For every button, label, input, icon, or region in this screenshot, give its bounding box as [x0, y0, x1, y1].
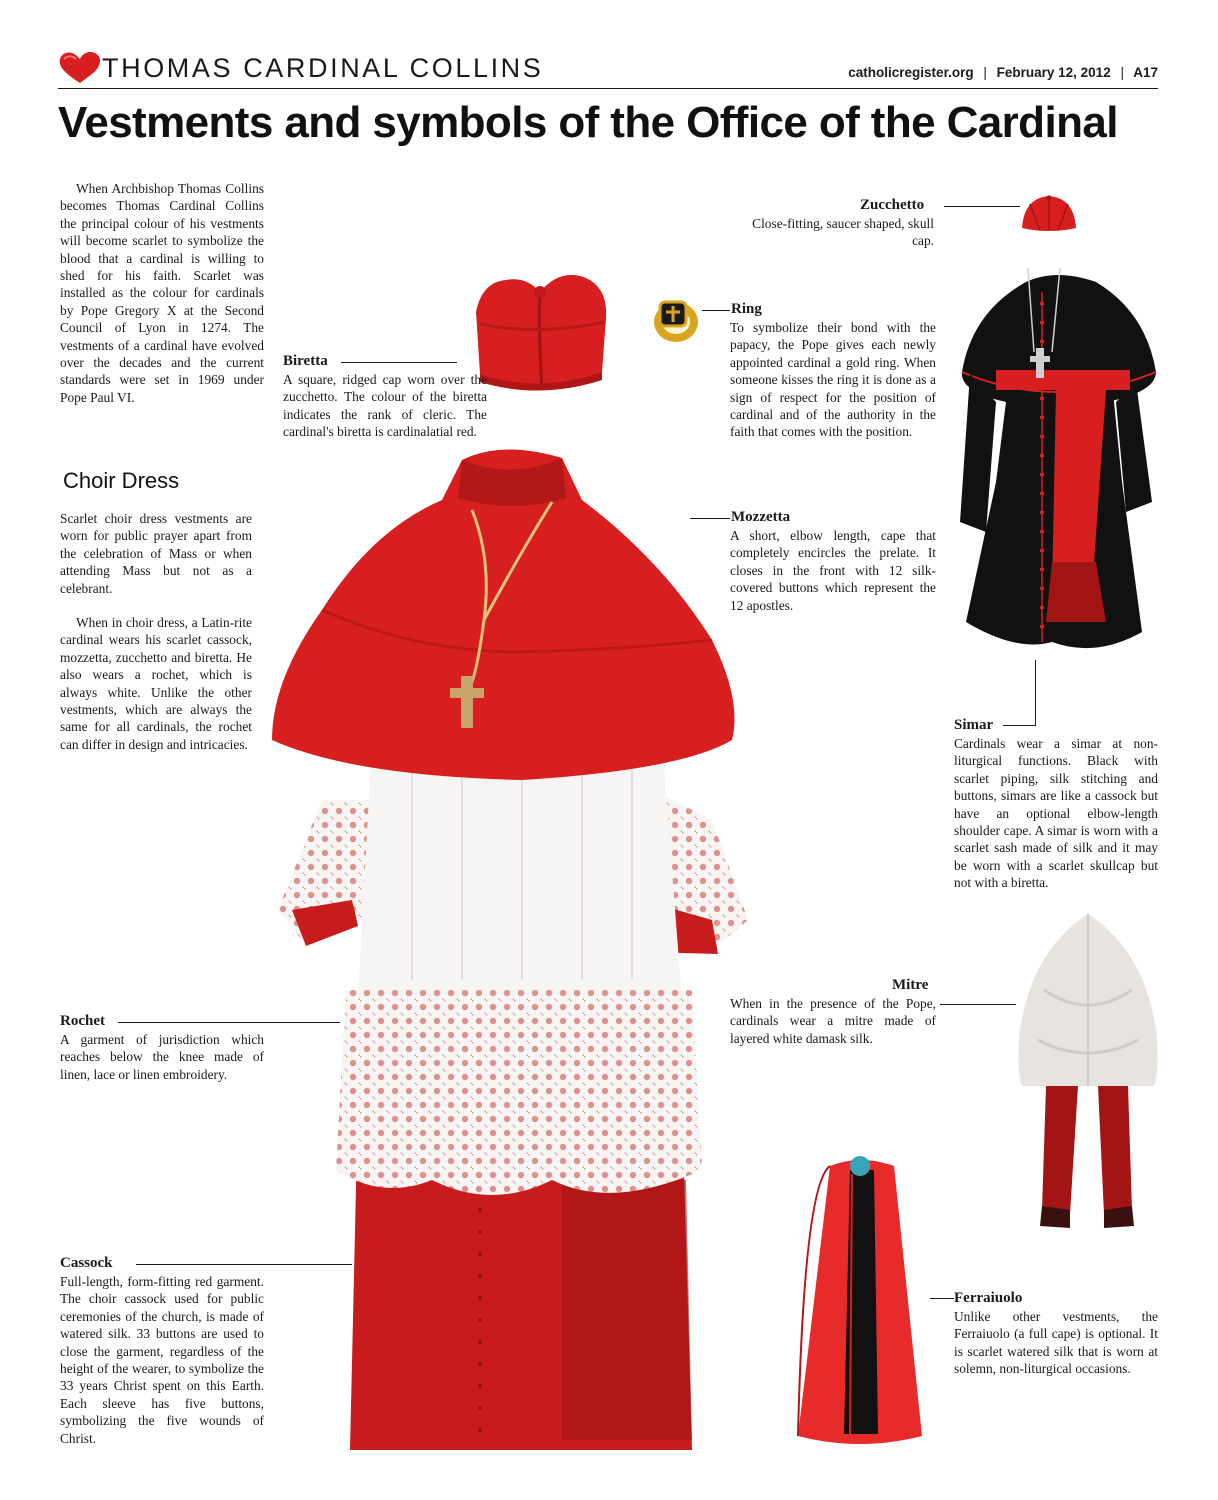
mitre-image — [1014, 910, 1162, 1232]
header-meta — [848, 65, 1158, 80]
ferraiuolo-text: Unlike other vestments, the Ferraiuolo (a full cape) is optional. It is scarlet watered silk that is worn at solemn, non-liturgical occasions. — [954, 1309, 1158, 1377]
issue-date: February 12, 2012 — [996, 65, 1111, 80]
biretta-image — [468, 272, 614, 396]
mozzetta-leader-line — [690, 518, 730, 519]
heart-logo-icon — [58, 50, 102, 84]
choir-dress-image — [262, 440, 756, 1454]
mozzetta-label: Mozzetta — [731, 509, 791, 525]
ring-label: Ring — [731, 301, 762, 317]
simar-leader-line-vertical — [1035, 660, 1036, 726]
mitre-leader-line — [940, 1004, 1016, 1005]
header-rule — [58, 88, 1158, 89]
intro-text: When Archbishop Thomas Collins becomes Thomas Cardinal Collins the principal colour of his vestments will become scarlet to symbolize the blood that a cardinal is willing to shed for his faith. Scarlet was installed as the colour for cardinals by Pope Gregory X at the Second Council of Lyon in 1274. The vestments of a cardinal have evolved over the decades and the current standards were set in 1969 under Pope Paul VI. — [60, 181, 264, 405]
biretta-leader-line — [341, 362, 457, 363]
mitre-label: Mitre — [892, 977, 929, 993]
section-title: THOMAS CARDINAL COLLINS — [102, 53, 544, 83]
cassock-text: Full-length, form-fitting red garment. The choir cassock used for public ceremonies of the church, is made of watered silk. 33 buttons are used to close the garment, regardless of the height of the wearer, to symbolize the 33 years Christ spent on this Earth. Each sleeve has five buttons, symbolizing the five wounds of Christ. — [60, 1274, 264, 1446]
zucchetto-label: Zucchetto — [860, 197, 925, 213]
ferraiuolo-image — [794, 1154, 930, 1448]
choir-dress-paragraph-1: Scarlet choir dress vestments are worn for public prayer apart from the celebration of Mass or when attending Mass but not as a celebrant. — [60, 511, 252, 596]
biretta-label: Biretta — [283, 353, 328, 369]
biretta-text: A square, ridged cap worn over the zucchetto. The colour of the biretta indicates the rank of cleric. The cardinal's biretta is cardinalatial red. — [283, 372, 487, 440]
zucchetto-image — [1020, 194, 1078, 232]
simar-leader-line — [1003, 725, 1036, 726]
headline: Vestments and symbols of the Office of the Cardinal — [58, 98, 1118, 147]
choir-dress-heading: Choir Dress — [63, 468, 180, 493]
page-number: A17 — [1133, 65, 1158, 80]
ring-image — [650, 294, 702, 346]
separator: | — [1120, 65, 1124, 80]
choir-dress-paragraph-2: When in choir dress, a Latin-rite cardinal wears his scarlet cassock, mozzetta, zucchetto and biretta. He also wears a rochet, which is always white. Unlike the other vestments, which are always the same for all cardinals, the rochet can differ in design and intricacies. — [60, 615, 252, 752]
ferraiuolo-leader-line — [930, 1298, 954, 1299]
mitre-text: When in the presence of the Pope, cardinals wear a mitre made of layered white damask silk. — [730, 996, 936, 1046]
ferraiuolo-label: Ferraiuolo — [954, 1290, 1023, 1306]
simar-image — [956, 262, 1162, 666]
cassock-label: Cassock — [60, 1255, 113, 1271]
mozzetta-text: A short, elbow length, cape that completely encircles the prelate. It closes in the front with 12 silk-covered buttons which represent the 12 apostles. — [730, 528, 936, 613]
ring-text: To symbolize their bond with the papacy, the Pope gives each newly appointed cardinal a gold ring. When someone kisses the ring it is done as a sign of respect for the position of cardinal and of the authority in the faith that comes with the position. — [730, 320, 936, 440]
rochet-label: Rochet — [60, 1013, 105, 1029]
separator: | — [983, 65, 987, 80]
ring-leader-line — [702, 310, 730, 311]
site-name: catholicregister.org — [848, 65, 974, 80]
rochet-text: A garment of jurisdiction which reaches below the knee made of linen, lace or linen embroidery. — [60, 1032, 264, 1082]
zucchetto-leader-line — [944, 206, 1020, 207]
zucchetto-text: Close-fitting, saucer shaped, skull cap. — [752, 216, 934, 249]
simar-text: Cardinals wear a simar at non-liturgical functions. Black with scarlet piping, silk stitching and buttons, simars are like a cassock but have an optional elbow-length shoulder cape. A simar is worn with a scarlet sash made of silk and it may be worn with a scarlet skullcap but not with a biretta. — [954, 736, 1158, 891]
simar-label: Simar — [954, 717, 994, 733]
header-bar — [58, 48, 1158, 90]
